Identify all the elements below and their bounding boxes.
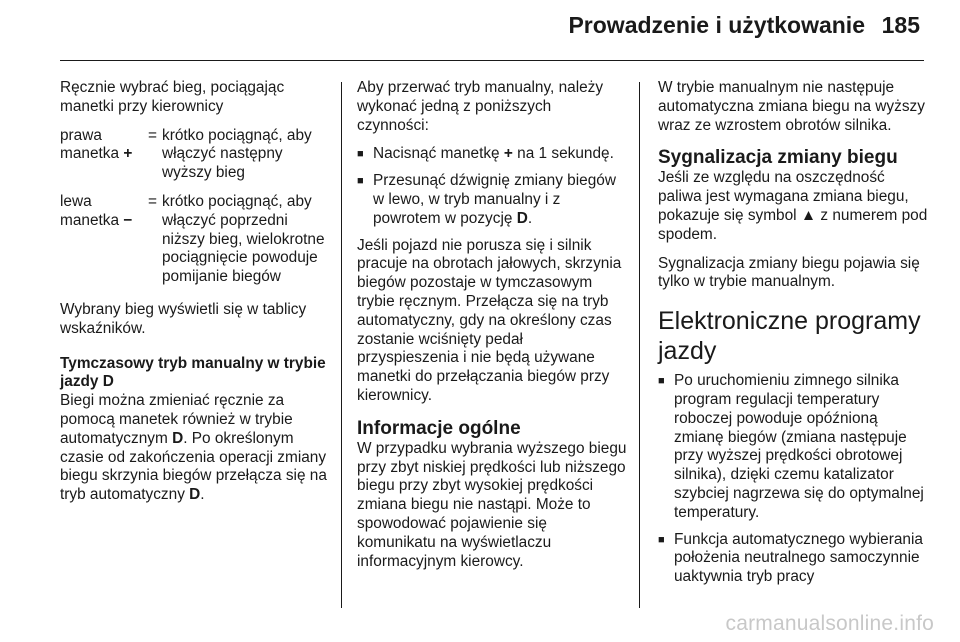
list-item: ■ Nacisnąć manetkę + na 1 sekundę. — [357, 145, 627, 164]
shift-indication-heading: Sygnalizacja zmiany biegu — [658, 147, 898, 169]
general-info-heading: Informacje ogólne — [357, 417, 521, 439]
definition-left-paddle — [60, 193, 332, 287]
page-header — [0, 0, 960, 62]
definition-right-paddle — [60, 127, 332, 183]
display-paragraph: Wybrany bieg wyświetli się w tablicy wskaźników. — [60, 300, 307, 337]
paddle-intro: Ręcznie wybrać bieg, pociągając manetki przy kierownicy — [60, 79, 285, 115]
list-item: ■ Po uruchomieniu zimnego silnika program regulacji temperatury roboczej powoduje opóźnioną zmianę biegów (zmiana następuje przy wyższej prędkości obrotowej silnika), dzięki czemu katalizator szybciej nagrzewa się do optymalnej temperatury. — [658, 372, 930, 522]
plus-icon: + — [123, 145, 133, 163]
idle-paragraph: Jeśli pojazd nie porusza się i silnik pracuje na obrotach jałowych, skrzynia biegów pozostaje w tymczasowym trybie ręcznym. Przełącza się na tryb automatyczny, gdy na określony czas zostanie wciśnięty pedał przyspieszenia i nie będą używane manetki do przełączania biegów przy kierownicy. — [357, 236, 622, 404]
exit-list — [357, 145, 627, 228]
header-divider — [60, 60, 924, 61]
up-arrow-icon: ▲ — [800, 206, 817, 224]
watermark: carmanualsonline.info — [725, 612, 934, 635]
programs-list — [658, 372, 930, 587]
shift-indication-paragraph: Jeśli ze względu na oszczędność paliwa jest wymagana zmiana biegu, pokazuje się symbol ▲ z numerem pod spodem. — [658, 169, 928, 243]
column-divider-2 — [639, 82, 640, 608]
column-divider-1 — [341, 82, 342, 608]
column-3 — [658, 79, 930, 595]
temp-manual-paragraph: Biegi można zmieniać ręcznie za pomocą manetek również w trybie automatycznym D. Po określonym czasie od zakończenia operacji zmiany biegu skrzynia biegów przełącza się na tryb automatyczny D. — [60, 392, 327, 504]
page-title: Prowadzenie i użytkowanie — [568, 12, 865, 38]
list-item: ■ Przesunąć dźwignię zmiany biegów w lewo, w tryb manualny i z powrotem w pozycję D. — [357, 172, 627, 228]
def-equals: = — [148, 126, 157, 144]
temp-manual-heading: Tymczasowy tryb manualny w trybie jazdy D — [60, 354, 326, 391]
upshift-paragraph: W trybie manualnym nie następuje automatyczna zmiana biegu na wyższy wraz ze wzrostem obrotów silnika. — [658, 79, 925, 134]
list-item: ■ Funkcja automatycznego wybierania położenia neutralnego samoczynnie uaktywnia tryb pracy — [658, 531, 930, 587]
general-info-paragraph: W przypadku wybrania wyższego biegu przy zbyt niskiej prędkości lub niższego biegu przy zbyt wysokiej prędkości zmiana biegu nie nastąpi. Może to spowodować pojawienie się komunikatu na wyświetlaczu informacyjnym kierowcy. — [357, 439, 627, 570]
def-equals: = — [148, 192, 157, 210]
def-desc-right: krótko pociągnąć, aby włączyć następny wyższy bieg — [162, 126, 312, 182]
plus-icon: + — [503, 145, 513, 163]
shift-indication-paragraph-2: Sygnalizacja zmiany biegu pojawia się tylko w trybie manualnym. — [658, 254, 920, 291]
electronic-programs-heading: Elektroniczne programy jazdy — [658, 307, 921, 366]
def-term-left: lewa manetka − — [60, 192, 133, 229]
manual-exit-intro: Aby przerwać tryb manualny, należy wykonać jedną z poniższych czynności: — [357, 79, 604, 134]
minus-icon: − — [123, 211, 133, 229]
def-desc-left: krótko pociągnąć, aby włączyć poprzedni niższy bieg, wielokrotne pociągnięcie powoduje pomijanie biegów — [162, 192, 325, 286]
column-1 — [60, 79, 332, 515]
page-number: 185 — [881, 12, 920, 38]
column-2 — [357, 79, 627, 581]
def-term-right: prawa manetka + — [60, 126, 133, 163]
